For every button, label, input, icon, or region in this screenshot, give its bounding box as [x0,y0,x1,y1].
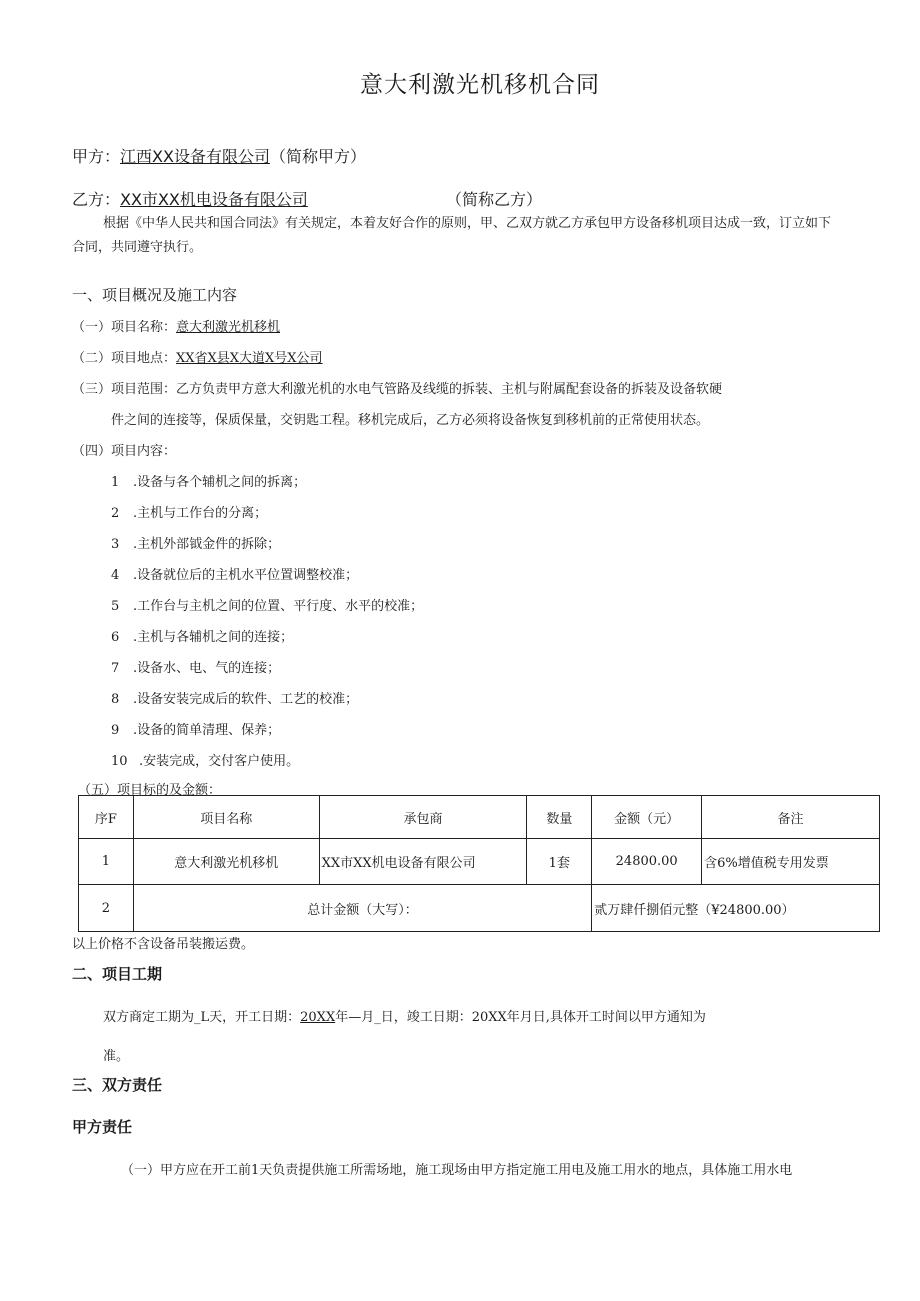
content-item: 4 .设备就位后的主机水平位置调整校准； [111,568,359,583]
header-cell: 序F [79,796,134,839]
project-name [72,316,280,335]
table-row [79,839,880,885]
party-b [72,187,308,210]
header-cell: 备注 [702,796,880,839]
project-site-value: XX省X县X大道X号X公司 [176,351,323,366]
table-cell: XX市XX机电设备有限公司 [319,839,527,885]
table-cell: 1 [79,839,134,885]
section-1-heading: 一、项目概况及施工内容 [72,286,238,304]
content-item: 9 .设备的简单清理、保养； [111,723,281,738]
party-a-duties-heading: 甲方责任 [72,1118,133,1136]
amount-table [78,795,880,932]
party-a [72,144,366,167]
total-label-cell: 总计金额（大写）： [133,885,591,932]
content-item: 2 .主机与工作台的分离； [111,506,268,521]
contract-title: 意大利激光机移机合同 [360,72,600,98]
project-site [72,347,323,366]
intro-line-1: 根据《中华人民共和国合同法》有关规定，本着友好合作的原则，甲、乙双方就乙方承包甲方设备移机项目达成一致，订立如下 [103,216,832,231]
content-item: 1 .设备与各个辅机之间的拆离； [111,475,307,490]
party-a-name: 江西XX设备有限公司 [120,147,270,166]
table-cell: 2 [79,885,134,932]
table-cell: 24800.00 [592,839,702,885]
party-a-label: 甲方： [72,147,121,166]
schedule-line-2: 准。 [103,1049,130,1064]
party-b-label: 乙方： [72,190,121,209]
content-item: 6 .主机与各辅机之间的连接； [111,630,294,645]
schedule-line-1: 双方商定工期为_L天，开工日期：20XX年—月_日，竣工日期：20XX年月日,具体开工时间以甲方通知为 [103,1010,706,1025]
project-content-label: （四）项目内容： [72,444,177,459]
project-name-value: 意大利激光机移机 [176,320,281,335]
party-a-suffix: （简称甲方） [269,147,366,166]
section-3-heading: 三、双方责任 [72,1076,163,1094]
price-note: 以上价格不含设备吊装搬运费。 [72,937,255,952]
party-b-name: XX市XX机电设备有限公司 [120,190,308,209]
content-item: 10 .安装完成，交付客户使用。 [111,754,300,769]
party-b-suffix: （简称乙方） [446,190,543,209]
content-item: 8 .设备安装完成后的软件、工艺的校准； [111,692,359,707]
party-a-duty-1: （一）甲方应在开工前1天负责提供施工所需场地，施工现场由甲方指定施工用电及施工用水的地点，具体施工用水电 [121,1163,793,1178]
intro-line-2: 合同，共同遵守执行。 [72,240,203,255]
table-cell: 意大利激光机移机 [133,839,319,885]
content-item: 3 .主机外部钺金件的拆除； [111,537,281,552]
header-cell: 金额（元） [592,796,702,839]
header-cell: 项目名称 [133,796,319,839]
section-2-heading: 二、项目工期 [72,965,163,983]
table-header-row [79,796,880,839]
amount-label: （五）项目标的及金额： [78,783,222,798]
content-item: 7 .设备水、电、气的连接； [111,661,281,676]
project-name-label: （一）项目名称： [72,320,177,335]
total-value-cell: 贰万肆仟捌佰元整（¥24800.00） [592,885,880,932]
project-site-label: （二）项目地点： [72,351,177,366]
content-item: 5 .工作台与主机之间的位置、平行度、水平的校准； [111,599,424,614]
table-cell: 含6%增值税专用发票 [702,839,880,885]
header-cell: 数量 [527,796,592,839]
header-cell: 承包商 [319,796,527,839]
project-scope-line-2: 件之间的连接等，保质保量，交钥匙工程。移机完成后，乙方必须将设备恢复到移机前的正常使用状态。 [111,413,710,428]
project-scope-line-1: （三）项目范围：乙方负责甲方意大利激光机的水电气管路及线缆的拆装、主机与附属配套设备的拆装及设备软硬 [72,382,723,397]
table-cell: 1套 [527,839,592,885]
table-total-row [79,885,880,932]
